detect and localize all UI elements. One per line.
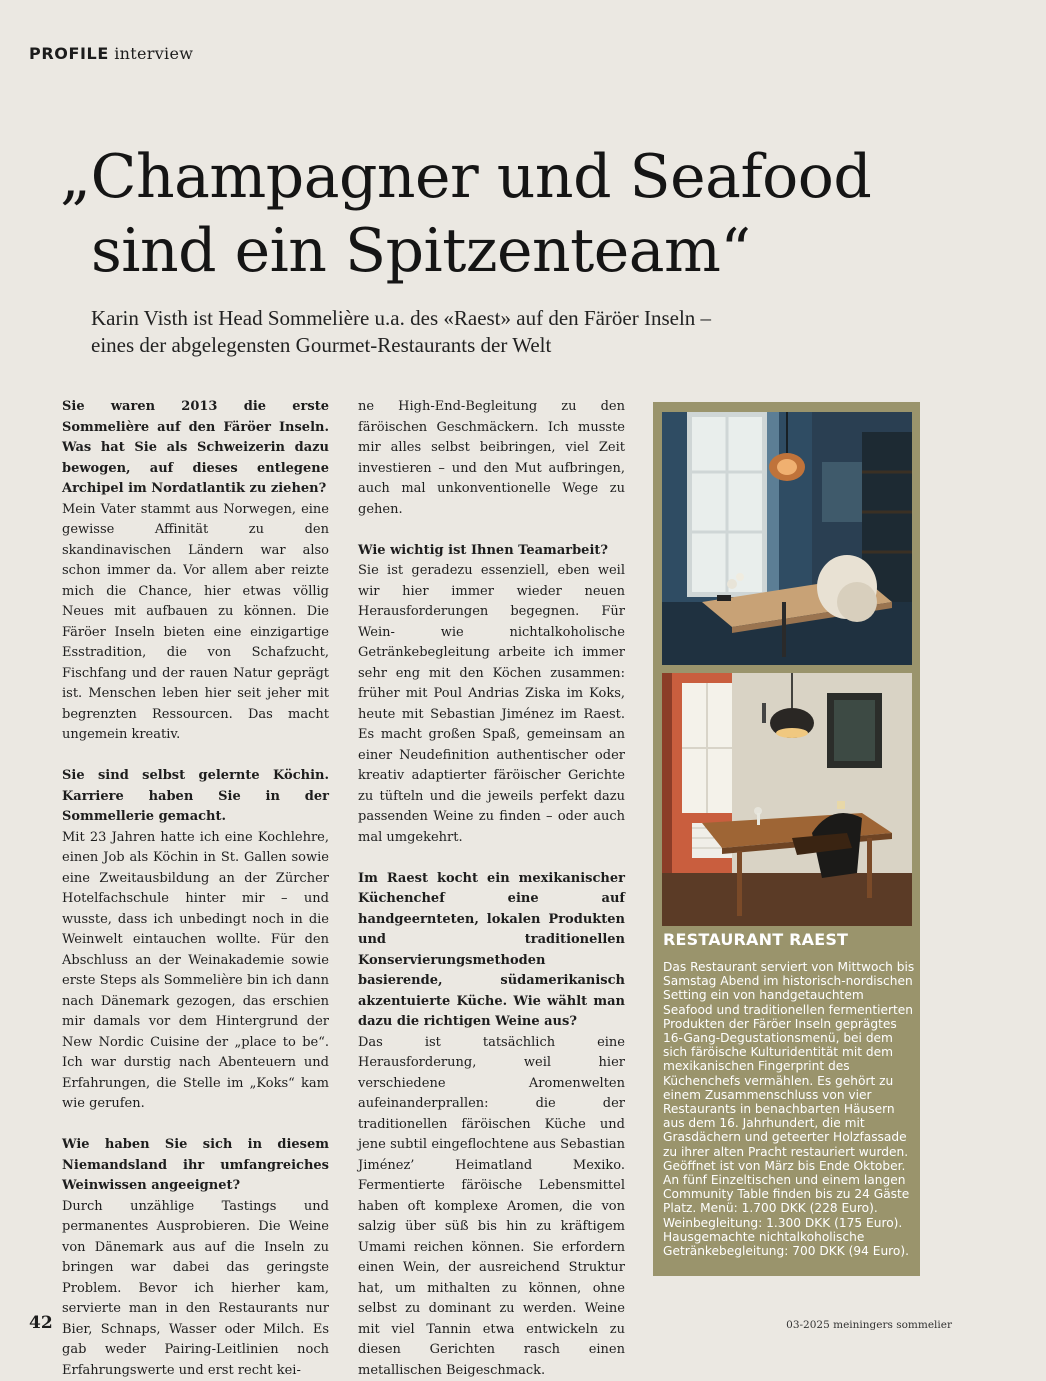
answer-4: Sie ist geradezu essenziell, eben weil wir hier immer wieder neuen Herausforderungen begegnen. Für Wein- wie nichtalkoholische Getränkebegleitung arbeite ich immer sehr eng mit den Köchen zusammen: früher mit Poul Andrias Ziska im Koks, heute mit Sebastian Jiménez im Raest. Es macht großen Spaß, gemeinsam an einer Neudefinition authentischer oder kreativ adaptierter färöischer Gerichte zu tüfteln und die jeweils perfekt dazu passenden Weine zu finden – oder auch mal umgekehrt. [358,561,625,848]
restaurant-info-box [653,402,920,1276]
issue-footer: 03-2025 meiningers sommelier [786,1319,952,1331]
question-5: Im Raest kocht ein mexikanischer Küchenchef eine auf handgeernteten, lokalen Produkten und traditionellen Konservierungsmethoden basierende, südamerikanisch akzentuierte Küche. Wie wählt man dazu die richtigen Weine aus? [358,869,625,1033]
restaurant-photo-dining-table [662,673,912,926]
section-label [29,44,193,63]
article-column-2 [358,397,625,1381]
sidebar-title: RESTAURANT RAEST [663,930,848,949]
headline-line-2: sind ein Spitzenteam“ [60,214,960,288]
headline [60,140,960,288]
answer-3: Durch unzählige Tastings und permanentes Ausprobieren. Die Weine von Dänemark aus auf die Inseln zu bringen war dabei das geringste Problem. Bevor ich hierher kam, servierte man in den Restaurants nur Bier, Schnaps, Wasser oder Milch. Es gab weder Pairing-Leitlinien noch Erfahrungswerte und erst recht kei- [62,1197,329,1381]
section-label-bold: PROFILE [29,44,109,63]
page-number: 42 [29,1313,53,1333]
question-3: Wie haben Sie sich in diesem Niemandsland ihr umfangreiches Weinwissen angeeignet? [62,1135,329,1197]
answer-1: Mein Vater stammt aus Norwegen, eine gewisse Affinität zu den skandinavischen Ländern war also schon immer da. Vor allem aber reizte mich die Chance, hier etwas völlig Neues mit aufbauen zu können. Die Färöer Inseln bieten eine einzigartige Esstradition, die von Schafzucht, Fischfang und der rauen Natur geprägt ist. Menschen leben hier seit jeher mit begrenzten Ressourcen. Das macht ungemein kreativ. [62,500,329,746]
answer-3-continued: ne High-End-Begleitung zu den färöischen Geschmäckern. Ich musste mir alles selbst beibringen, viel Zeit investieren – und den Mut aufbringen, auch mal unkonventionelle Wege zu gehen. [358,397,625,520]
question-2: Sie sind selbst gelernte Köchin. Karriere haben Sie in der Sommellerie gemacht. [62,766,329,828]
subheadline-line-1: Karin Visth ist Head Sommelière u.a. des «Raest» auf den Färöer Inseln – [91,306,711,330]
subheadline [91,305,811,359]
question-1: Sie waren 2013 die erste Sommelière auf den Färöer Inseln. Was hat Sie als Schweizerin dazu bewogen, auf dieses entlegene Archipel im Nordatlantik zu ziehen? [62,397,329,500]
article-column-1 [62,397,329,1381]
subheadline-line-2: eines der abgelegensten Gourmet-Restaurants der Welt [91,333,551,357]
restaurant-photo-blue-room [662,412,912,665]
answer-5: Das ist tatsächlich eine Herausforderung, weil hier verschiedene Aromenwelten aufeinanderprallen: die der traditionellen färöischen Küche und jene subtil eingeflochtene aus Sebastian Jiménez’ Heimatland Mexiko. Fermentierte färöische Lebensmittel haben oft komplexe Aromen, die von salzig über süß bis hin zu kräftigem Umami reichen können. Sie erfordern einen Wein, der ausreichend Struktur hat, um mithalten zu können, ohne selbst zu dominant zu werden. Weine mit viel Tannin etwa entwickeln zu diesen Gerichten rasch einen metallischen Beigeschmack. [358,1033,625,1381]
section-label-rest: interview [114,44,193,63]
question-4: Wie wichtig ist Ihnen Teamarbeit? [358,541,625,562]
answer-2: Mit 23 Jahren hatte ich eine Kochlehre, einen Job als Köchin in St. Gallen sowie eine Zweitausbildung an der Zürcher Hotelfachschule hinter mir – und wusste, dass ich unbedingt noch in die Weinwelt eintauchen wollte. Für den Abschluss an der Weinakademie sowie erste Steps als Sommelière bin ich dann nach Dänemark gezogen, das erschien mir damals vor dem Hintergrund der New Nordic Cuisine der „place to be“. Ich war durstig nach Abenteuern und Erfahrungen, die Stelle im „Koks“ kam wie gerufen. [62,828,329,1115]
headline-line-1: „Champagner und Seafood [60,142,871,212]
sidebar-text: Das Restaurant serviert von Mittwoch bis Samstag Abend im historisch-nordischen Setting ein von handgetauchtem Seafood und traditionellen fermentierten Produkten der Färöer Inseln geprägtes 16-Gang-Degustationsmenü, bei dem sich färöische Kulturidentität mit dem mexikanischen Fingerprint des Küchenchefs vermählen. Es gehört zu einem Zusammenschluss von vier Restaurants in benachbarten Häusern aus dem 16. Jahrhundert, die mit Grasdächern und geteerter Holzfassade zu ihrer alten Pracht restauriert wurden. Geöffnet ist von März bis Ende Oktober. An fünf Einzeltischen und einem langen Community Table finden bis zu 24 Gäste Platz. Menü: 1.700 DKK (228 Euro). Weinbegleitung: 1.300 DKK (175 Euro). Hausgemachte nichtalkoholische Getränkebegleitung: 700 DKK (94 Euro). [663,960,915,1258]
